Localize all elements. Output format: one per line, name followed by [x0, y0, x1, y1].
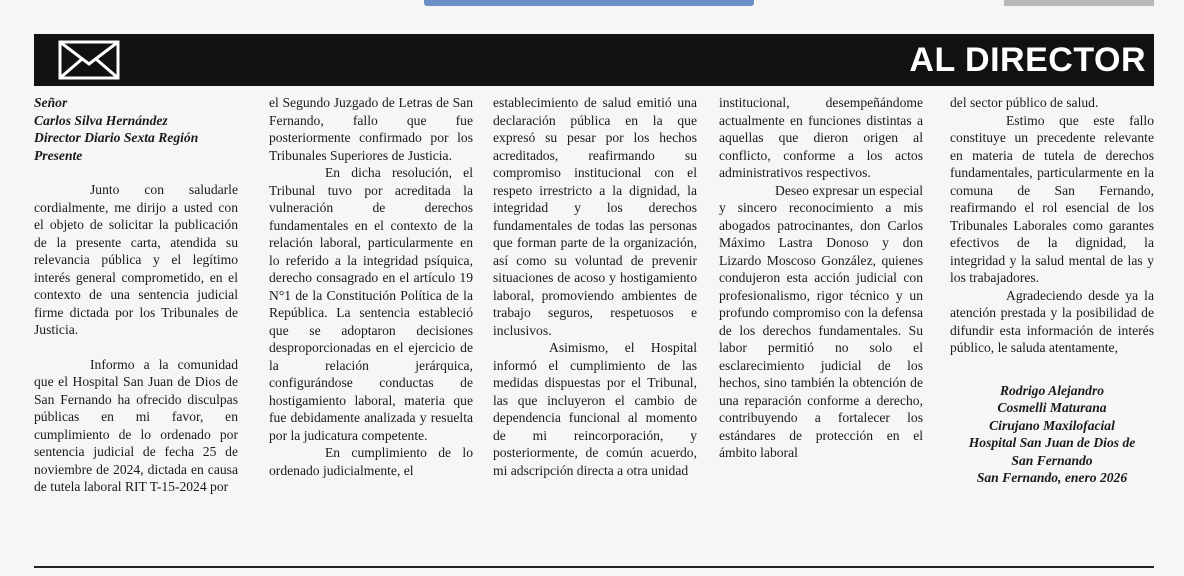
envelope-icon	[58, 40, 120, 80]
address-line: Presente	[34, 147, 83, 163]
address-line: Carlos Silva Hernández	[34, 112, 168, 128]
column-3	[493, 94, 697, 479]
top-blue-bar	[424, 0, 754, 6]
paragraph: Junto con saludarle cordialmente, me dirijo a usted con el objeto de solicitar la publicación de la presente carta, atendida su relevancia pública y el legítimo interés general comprometido, en el contexto de una sentencia judicial firme dictada por los Tribunales de Justicia.	[34, 182, 238, 337]
top-strip	[0, 0, 1184, 10]
column-2	[269, 94, 473, 479]
signature-line: San Fernando, enero 2026	[976, 470, 1128, 485]
paragraph: institucional, desempeñándome actualmente en funciones distintas a aquellas que dieron origen al conflicto, conforme a los actos administrativos respectivos.	[719, 95, 923, 180]
column-1	[34, 94, 238, 496]
signature-line: Cosmelli Maturana	[997, 400, 1107, 415]
paragraph: Deseo expresar un especial y sincero reconocimiento a mis abogados patrocinantes, don Carlos Máximo Lastra Donoso y don Lizardo Moscoso González, quienes condujeron esta acción judicial con profesionalismo, rigor técnico y un profundo compromiso con la defensa de los derechos fundamentales. Su labor permitió no solo el esclarecimiento judicial de los hechos, sino también la obtención de una reparación conforme a derecho, contribuyendo a fortalecer los estándares de protección en el ámbito laboral	[719, 182, 923, 460]
paragraph: En cumplimiento de lo ordenado judicialmente, el	[269, 445, 473, 478]
paragraph: Estimo que este fallo constituye un precedente relevante en materia de tutela de derechos fundamentales, particularmente en la comuna de San Fernando, reafirmando el rol esencial de los Tribunales Laborales como garantes efectivos de la dignidad, la integridad y la salud mental de las y los trabajadores.	[950, 112, 1154, 285]
signature-line: Cirujano Maxilofacial	[989, 417, 1115, 433]
address-line: Señor	[34, 95, 68, 110]
column-5	[950, 94, 1154, 487]
column-4	[719, 94, 923, 462]
paragraph: establecimiento de salud emitió una declaración pública en la que expresó su pesar por los hechos acreditados, reafirmando su compromiso institucional con el respeto irrestricto a la dignidad, la integridad y los derechos fundamentales de todas las personas que forman parte de la organización, así como su voluntad de prevenir situaciones de acoso y hostigamiento laboral, promoviendo ambientes de trabajo seguros, respetuosos e inclusivos.	[493, 95, 697, 338]
paragraph: Informo a la comunidad que el Hospital San Juan de Dios de San Fernando ha ofrecido disculpas públicas en mi favor, en cumplimiento de lo ordenado por sentencia judicial de fecha 25 de noviembre de 2024, dictada en causa de tutela laboral RIT T-15-2024 por	[34, 356, 238, 494]
paragraph: Agradeciendo desde ya la atención prestada y la posibilidad de difundir esta información de interés público, le saluda atentamente,	[950, 287, 1154, 355]
letter-body	[34, 94, 1154, 556]
bottom-rule	[34, 566, 1154, 568]
section-title: AL DIRECTOR	[909, 41, 1146, 79]
top-gray-bar	[1004, 0, 1154, 6]
paragraph: En dicha resolución, el Tribunal tuvo por acreditada la vulneración de derechos fundamentales en el contexto de la relación laboral, particularmente en lo referido a la integridad psíquica, derecho consagrado en el artículo 19 N°1 de la Constitución Política de la República. La sentencia estableció que se adoptaron decisiones desproporcionadas en el ejercicio de la relación jerárquica, configurándose conductas de hostigamiento laboral, materia que fue debidamente analizada y resuelta por la judicatura competente.	[269, 165, 473, 443]
address-line: Director Diario Sexta Región	[34, 130, 199, 145]
signature-line: San Fernando	[1011, 452, 1093, 468]
paragraph: el Segundo Juzgado de Letras de San Fernando, fallo que fue posteriormente confirmado por los Tribunales Superiores de Justicia.	[269, 95, 473, 163]
signature-line: Hospital San Juan de Dios de	[968, 435, 1136, 450]
signature-line: Rodrigo Alejandro	[999, 382, 1105, 398]
paragraph: Asimismo, el Hospital informó el cumplimiento de las medidas dispuestas por el Tribunal, las que incluyeron el cambio de dependencia funcional al momento de mi reincorporación, y posteriormente, de común acuerdo, mi adscripción directa a otra unidad	[493, 340, 697, 478]
paragraph: del sector público de salud.	[950, 95, 1099, 110]
